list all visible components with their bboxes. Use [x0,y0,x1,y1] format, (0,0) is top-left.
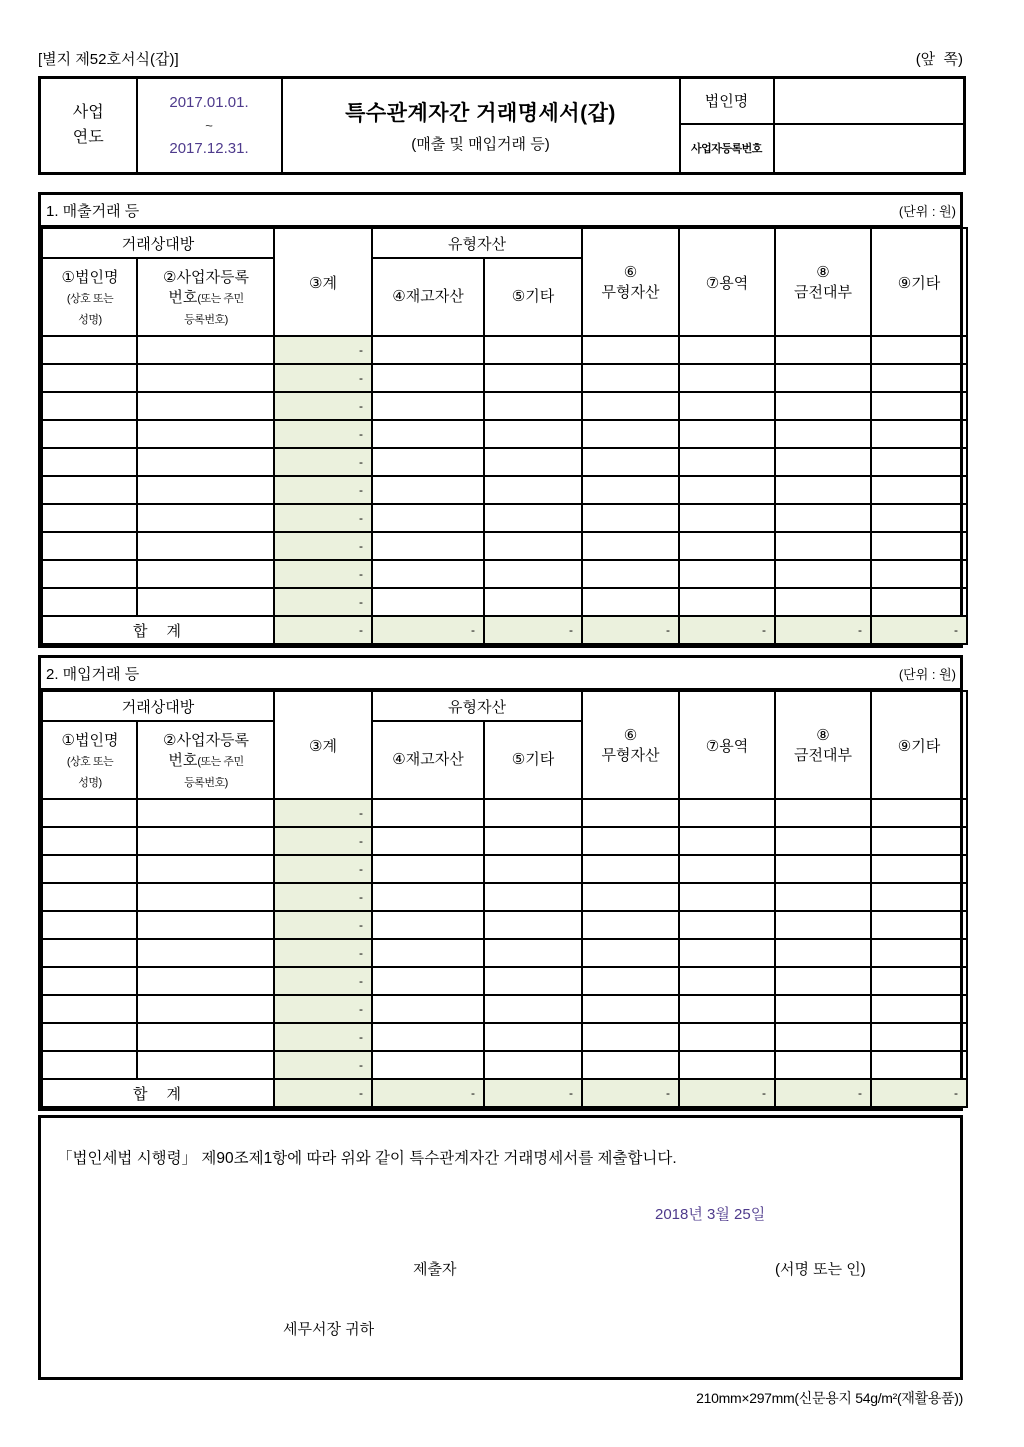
data-row [42,1023,967,1051]
cell-biz-reg-no[interactable] [137,799,274,827]
cell-tangible-other[interactable] [484,939,582,967]
cell-intangible-assets[interactable] [582,588,679,616]
cell-total: - [274,532,372,560]
total-cell-total: - [274,1079,372,1107]
total-column-header: ③계 [274,228,372,336]
cell-total: - [274,939,372,967]
total-cell-total: - [274,616,372,644]
cell-tangible-other[interactable] [484,588,582,616]
cell-tangible-other[interactable] [484,855,582,883]
cell-other[interactable] [871,827,967,855]
business-year-period [137,78,282,174]
total-cell-services: - [679,1079,775,1107]
section-title: 2. 매입거래 등 [46,665,140,683]
cell-biz-reg-no[interactable] [137,420,274,448]
cell-services[interactable] [679,911,775,939]
cell-money-loan[interactable] [775,883,871,911]
cell-corp-name[interactable] [42,967,137,995]
cell-services[interactable] [679,1051,775,1079]
cell-intangible-assets[interactable] [582,336,679,364]
declaration-box [38,1115,963,1380]
section-title-row [41,195,960,227]
cell-money-loan[interactable] [775,448,871,476]
cell-corp-name[interactable] [42,336,137,364]
cell-intangible-assets[interactable] [582,967,679,995]
data-row [42,532,967,560]
cell-inventory-assets[interactable] [372,336,484,364]
data-row [42,504,967,532]
cell-services[interactable] [679,364,775,392]
total-cell-money-loan: - [775,616,871,644]
cell-services[interactable] [679,476,775,504]
cell-intangible-assets[interactable] [582,1051,679,1079]
cell-total: - [274,995,372,1023]
data-row [42,939,967,967]
cell-corp-name[interactable] [42,532,137,560]
cell-services[interactable] [679,532,775,560]
cell-services[interactable] [679,967,775,995]
cell-tangible-other[interactable] [484,995,582,1023]
submitter-label: 제출자 [413,1261,457,1278]
cell-inventory-assets[interactable] [372,476,484,504]
page-side-label: (앞 쪽) [915,51,963,68]
cell-intangible-assets[interactable] [582,883,679,911]
cell-biz-reg-no[interactable] [137,336,274,364]
data-row [42,448,967,476]
inventory-column-header: ④재고자산 [372,721,484,799]
cell-corp-name[interactable] [42,364,137,392]
cell-services[interactable] [679,995,775,1023]
cell-money-loan[interactable] [775,995,871,1023]
cell-biz-reg-no[interactable] [137,476,274,504]
cell-biz-reg-no[interactable] [137,855,274,883]
total-cell-intangible-assets: - [582,1079,679,1107]
cell-inventory-assets[interactable] [372,883,484,911]
cell-money-loan[interactable] [775,855,871,883]
cell-other[interactable] [871,799,967,827]
cell-services[interactable] [679,448,775,476]
other-column-header: ⑨기타 [871,228,967,336]
cell-total: - [274,560,372,588]
cell-tangible-other[interactable] [484,448,582,476]
cell-money-loan[interactable] [775,532,871,560]
data-row [42,827,967,855]
cell-other[interactable] [871,939,967,967]
cell-intangible-assets[interactable] [582,855,679,883]
cell-tangible-other[interactable] [484,911,582,939]
total-cell-money-loan: - [775,1079,871,1107]
paper-size-caption: 210mm×297mm(신문용지 54g/m²(재활용품)) [696,1390,963,1406]
other-column-header: ⑨기타 [871,691,967,799]
tilde: ~ [205,118,213,133]
cell-inventory-assets[interactable] [372,1023,484,1051]
cell-biz-reg-no[interactable] [137,1051,274,1079]
biz-reg-no-label: 사업자등록번호 [680,124,774,174]
cell-intangible-assets[interactable] [582,448,679,476]
intangible-column-header: ⑥ 무형자산 [582,228,679,336]
cell-other[interactable] [871,1051,967,1079]
business-year-label: 사업 연도 [40,78,137,174]
cell-other[interactable] [871,420,967,448]
cell-money-loan[interactable] [775,939,871,967]
loan-column-header: ⑧ 금전대부 [775,228,871,336]
cell-corp-name[interactable] [42,504,137,532]
cell-tangible-other[interactable] [484,883,582,911]
cell-tangible-other[interactable] [484,560,582,588]
total-cell-inventory-assets: - [372,616,484,644]
services-column-header: ⑦용역 [679,228,775,336]
biz-reg-column-header: ②사업자등록 번호(또는 주민 등록번호) [137,721,274,799]
cell-total: - [274,827,372,855]
legal-statement: 「법인세법 시행령」 제90조제1항에 따라 위와 같이 특수관계자간 거래명세서를 제출합니다. [57,1150,677,1167]
cell-biz-reg-no[interactable] [137,532,274,560]
unit-label: (단위 : 원) [898,666,956,682]
cell-services[interactable] [679,827,775,855]
cell-biz-reg-no[interactable] [137,392,274,420]
cell-total: - [274,476,372,504]
section-title: 1. 매출거래 등 [46,202,140,220]
cell-corp-name[interactable] [42,995,137,1023]
cell-other[interactable] [871,995,967,1023]
cell-total: - [274,799,372,827]
cell-tangible-other[interactable] [484,420,582,448]
cell-money-loan[interactable] [775,967,871,995]
cell-other[interactable] [871,883,967,911]
cell-money-loan[interactable] [775,420,871,448]
total-row [42,1079,967,1107]
cell-other[interactable] [871,1023,967,1051]
cell-money-loan[interactable] [775,560,871,588]
cell-other[interactable] [871,476,967,504]
cell-total: - [274,967,372,995]
cell-intangible-assets[interactable] [582,532,679,560]
counterparty-group-header: 거래상대방 [42,228,274,258]
cell-other[interactable] [871,588,967,616]
cell-intangible-assets[interactable] [582,476,679,504]
cell-biz-reg-no[interactable] [137,939,274,967]
total-row [42,616,967,644]
data-row [42,560,967,588]
cell-money-loan[interactable] [775,1023,871,1051]
data-row [42,911,967,939]
cell-inventory-assets[interactable] [372,560,484,588]
cell-tangible-other[interactable] [484,799,582,827]
cell-other[interactable] [871,532,967,560]
data-row [42,476,967,504]
corp-name-column-header: ①법인명 (상호 또는 성명) [42,721,137,799]
cell-services[interactable] [679,799,775,827]
cell-services[interactable] [679,336,775,364]
cell-biz-reg-no[interactable] [137,560,274,588]
data-row [42,855,967,883]
cell-other[interactable] [871,504,967,532]
cell-total: - [274,1023,372,1051]
cell-tangible-other[interactable] [484,1023,582,1051]
cell-total: - [274,448,372,476]
counterparty-group-header: 거래상대방 [42,691,274,721]
top-line [38,48,963,69]
data-row [42,420,967,448]
tangible-group-header: 유형자산 [372,691,582,721]
cell-intangible-assets[interactable] [582,392,679,420]
cell-inventory-assets[interactable] [372,420,484,448]
cell-intangible-assets[interactable] [582,560,679,588]
cell-total: - [274,588,372,616]
cell-inventory-assets[interactable] [372,827,484,855]
cell-biz-reg-no[interactable] [137,967,274,995]
cell-intangible-assets[interactable] [582,799,679,827]
cell-corp-name[interactable] [42,476,137,504]
cell-services[interactable] [679,392,775,420]
data-row [42,799,967,827]
cell-biz-reg-no[interactable] [137,504,274,532]
signature-label: (서명 또는 인) [775,1261,866,1278]
total-row-label: 합 계 [42,1079,274,1107]
cell-services[interactable] [679,1023,775,1051]
cell-intangible-assets[interactable] [582,911,679,939]
cell-biz-reg-no[interactable] [137,364,274,392]
cell-total: - [274,883,372,911]
corp-name-column-header: ①법인명 (상호 또는 성명) [42,258,137,336]
cell-services[interactable] [679,560,775,588]
cell-inventory-assets[interactable] [372,588,484,616]
cell-intangible-assets[interactable] [582,420,679,448]
cell-corp-name[interactable] [42,560,137,588]
period-end: 2017.12.31. [169,140,249,157]
cell-intangible-assets[interactable] [582,364,679,392]
total-cell-other: - [871,1079,967,1107]
cell-money-loan[interactable] [775,1051,871,1079]
purchase-table [41,690,968,1108]
corp-name-label: 법인명 [680,78,774,124]
total-cell-tangible-other: - [484,1079,582,1107]
cell-services[interactable] [679,588,775,616]
tangible-group-header: 유형자산 [372,228,582,258]
form-title-cell [282,78,680,174]
cell-money-loan[interactable] [775,392,871,420]
cell-biz-reg-no[interactable] [137,1023,274,1051]
cell-corp-name[interactable] [42,911,137,939]
cell-inventory-assets[interactable] [372,364,484,392]
cell-tangible-other[interactable] [484,392,582,420]
cell-corp-name[interactable] [42,448,137,476]
data-row [42,392,967,420]
cell-inventory-assets[interactable] [372,995,484,1023]
cell-intangible-assets[interactable] [582,1023,679,1051]
cell-corp-name[interactable] [42,588,137,616]
cell-money-loan[interactable] [775,336,871,364]
cell-money-loan[interactable] [775,588,871,616]
cell-tangible-other[interactable] [484,476,582,504]
cell-services[interactable] [679,939,775,967]
cell-biz-reg-no[interactable] [137,588,274,616]
cell-tangible-other[interactable] [484,1051,582,1079]
cell-intangible-assets[interactable] [582,995,679,1023]
cell-tangible-other[interactable] [484,827,582,855]
form-title: 특수관계자간 거래명세서(갑) [345,102,616,125]
tangible-other-column-header: ⑤기타 [484,721,582,799]
cell-inventory-assets[interactable] [372,532,484,560]
submission-date: 2018년 3월 25일 [655,1206,766,1223]
cell-corp-name[interactable] [42,420,137,448]
cell-intangible-assets[interactable] [582,939,679,967]
cell-other[interactable] [871,448,967,476]
total-cell-intangible-assets: - [582,616,679,644]
sales-table [41,227,968,645]
unit-label: (단위 : 원) [898,203,956,219]
total-cell-inventory-assets: - [372,1079,484,1107]
data-row [42,995,967,1023]
cell-other[interactable] [871,911,967,939]
cell-biz-reg-no[interactable] [137,448,274,476]
cell-tangible-other[interactable] [484,364,582,392]
cell-tangible-other[interactable] [484,532,582,560]
cell-money-loan[interactable] [775,476,871,504]
cell-inventory-assets[interactable] [372,967,484,995]
cell-corp-name[interactable] [42,392,137,420]
total-row-label: 합 계 [42,616,274,644]
tangible-other-column-header: ⑤기타 [484,258,582,336]
cell-corp-name[interactable] [42,799,137,827]
intangible-column-header: ⑥ 무형자산 [582,691,679,799]
cell-other[interactable] [871,392,967,420]
cell-corp-name[interactable] [42,1051,137,1079]
cell-intangible-assets[interactable] [582,827,679,855]
cell-total: - [274,420,372,448]
services-column-header: ⑦용역 [679,691,775,799]
inventory-column-header: ④재고자산 [372,258,484,336]
cell-services[interactable] [679,855,775,883]
loan-column-header: ⑧ 금전대부 [775,691,871,799]
purchase-transactions-section [38,655,963,1111]
cell-other[interactable] [871,364,967,392]
cell-inventory-assets[interactable] [372,911,484,939]
cell-inventory-assets[interactable] [372,392,484,420]
cell-inventory-assets[interactable] [372,855,484,883]
cell-services[interactable] [679,420,775,448]
data-row [42,364,967,392]
cell-services[interactable] [679,504,775,532]
cell-money-loan[interactable] [775,504,871,532]
cell-money-loan[interactable] [775,364,871,392]
cell-biz-reg-no[interactable] [137,883,274,911]
cell-biz-reg-no[interactable] [137,911,274,939]
cell-inventory-assets[interactable] [372,504,484,532]
cell-inventory-assets[interactable] [372,448,484,476]
data-row [42,588,967,616]
cell-total: - [274,911,372,939]
cell-money-loan[interactable] [775,911,871,939]
cell-money-loan[interactable] [775,827,871,855]
biz-reg-column-header: ②사업자등록 번호(또는 주민 등록번호) [137,258,274,336]
cell-other[interactable] [871,560,967,588]
form-reference: [별지 제52호서식(갑)] [38,51,179,68]
cell-corp-name[interactable] [42,1023,137,1051]
section-title-row [41,658,960,690]
biz-reg-no-input[interactable] [774,124,965,174]
cell-total: - [274,392,372,420]
cell-corp-name[interactable] [42,939,137,967]
cell-tangible-other[interactable] [484,504,582,532]
cell-inventory-assets[interactable] [372,1051,484,1079]
form-subtitle: (매출 및 매입거래 등) [411,136,550,153]
period-start: 2017.01.01. [169,94,249,111]
cell-total: - [274,855,372,883]
total-cell-other: - [871,616,967,644]
cell-other[interactable] [871,336,967,364]
cell-inventory-assets[interactable] [372,799,484,827]
cell-total: - [274,336,372,364]
cell-other[interactable] [871,855,967,883]
cell-tangible-other[interactable] [484,336,582,364]
data-row [42,1051,967,1079]
cell-total: - [274,1051,372,1079]
corp-name-input[interactable] [774,78,965,124]
cell-intangible-assets[interactable] [582,504,679,532]
cell-tangible-other[interactable] [484,967,582,995]
cell-inventory-assets[interactable] [372,939,484,967]
total-column-header: ③계 [274,691,372,799]
total-cell-services: - [679,616,775,644]
cell-total: - [274,364,372,392]
data-row [42,883,967,911]
data-row [42,336,967,364]
data-row [42,967,967,995]
cell-corp-name[interactable] [42,827,137,855]
form-header-table [38,76,966,175]
cell-total: - [274,504,372,532]
total-cell-tangible-other: - [484,616,582,644]
cell-biz-reg-no[interactable] [137,995,274,1023]
recipient-label: 세무서장 귀하 [283,1321,375,1338]
cell-corp-name[interactable] [42,883,137,911]
cell-biz-reg-no[interactable] [137,827,274,855]
cell-services[interactable] [679,883,775,911]
cell-other[interactable] [871,967,967,995]
sales-transactions-section [38,192,963,648]
cell-corp-name[interactable] [42,855,137,883]
cell-money-loan[interactable] [775,799,871,827]
